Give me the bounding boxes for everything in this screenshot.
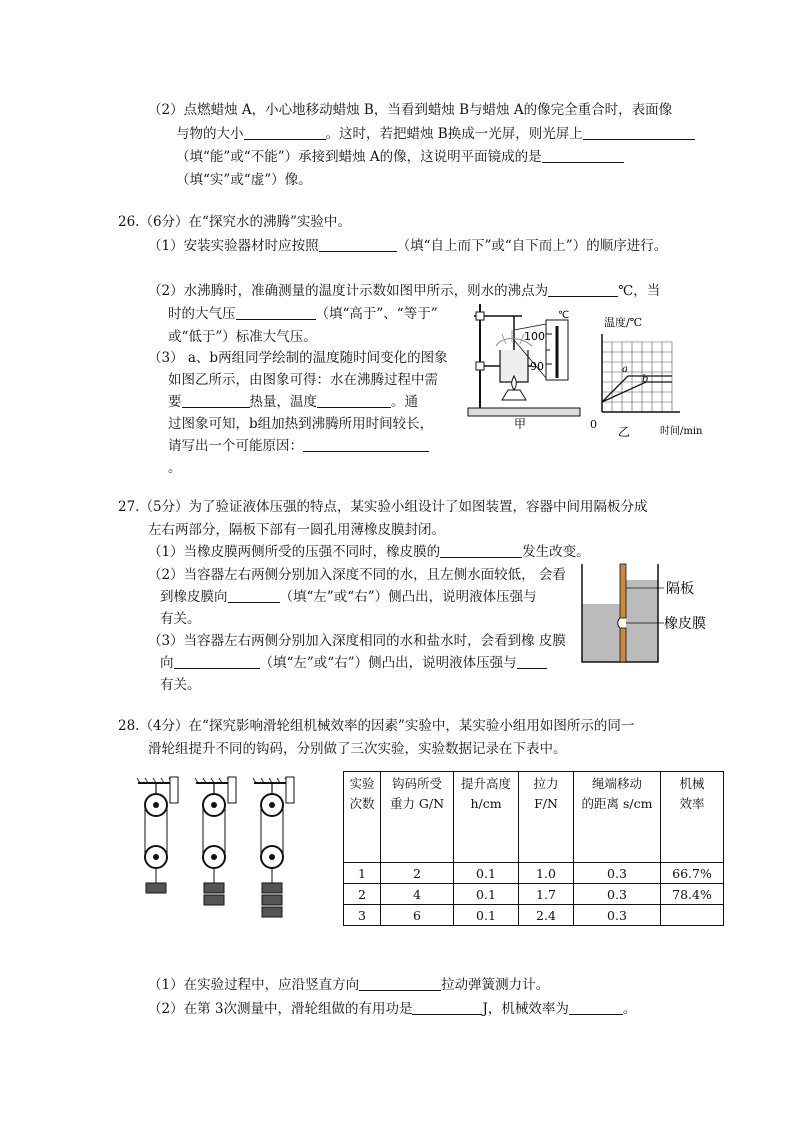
q26-title: 26.（6分）在“探究水的沸腾”实验中。 xyxy=(118,214,351,230)
answer-blank[interactable] xyxy=(244,125,326,140)
q27-p3-line3: 有关。 xyxy=(160,677,201,693)
pulley-setup-2 xyxy=(195,777,236,905)
q25-p2-line3: （填“能”或“不能”）承接到蜡烛 A的像，这说明平面镜成的是 xyxy=(176,148,624,166)
table-cell: 0.3 xyxy=(574,905,661,926)
q26-p2-line2: 时的大气压 （填“高于”、“等于” xyxy=(168,306,438,322)
answer-blank[interactable] xyxy=(569,1000,623,1015)
table-cell: 1.7 xyxy=(519,884,574,905)
figure-yi-label: 乙 xyxy=(618,425,631,439)
pulley-data-table xyxy=(343,771,724,926)
q25-p2-line2: 与物的大小 。这时，若把蜡烛 B换成一光屏，则光屏上 xyxy=(176,125,695,143)
table-cell: 0.3 xyxy=(574,884,661,905)
q26-p3-line3: 要 热量，温度 。通 xyxy=(168,394,418,410)
q27-title-line2: 左右两部分，隔板下部有一圆孔用薄橡皮膜封闭。 xyxy=(148,522,445,538)
table-cell: 2.4 xyxy=(519,905,574,926)
table-row xyxy=(344,884,724,905)
pulley-system-figure xyxy=(134,775,306,923)
table-header-row xyxy=(344,772,724,863)
table-row xyxy=(344,905,724,926)
q26-p3-line1: （3） a、b两组同学绘制的温度随时间变化的图象 xyxy=(148,350,448,366)
answer-blank[interactable] xyxy=(236,305,316,320)
membrane-label: 橡皮膜 xyxy=(664,616,706,632)
answer-blank[interactable] xyxy=(517,654,547,669)
q28-p1: （1）在实验过程中，应沿竖直方向 拉动弹簧测力计。 xyxy=(148,977,550,993)
table-header-cell: 绳端移动 的距离 s/cm xyxy=(574,772,661,863)
table-header-cell: 实验 次数 xyxy=(344,772,381,863)
table-cell: 6 xyxy=(381,905,454,926)
answer-blank[interactable] xyxy=(548,282,618,297)
graph-line-b-label: b xyxy=(642,374,649,385)
table-cell: 78.4% xyxy=(661,884,724,905)
q26-p2-line1: （2）水沸腾时，准确测量的温度计示数如图甲所示，则水的沸点为 ℃，当 xyxy=(148,283,661,299)
q28-title-line1: 28.（4分）在“探究影响滑轮组机械效率的因素”实验中，某实验小组用如图所示的同一 xyxy=(118,718,635,734)
partition-label: 隔板 xyxy=(666,581,694,597)
answer-blank[interactable] xyxy=(359,976,441,991)
table-header-cell: 提升高度 h/cm xyxy=(454,772,519,863)
table-cell: 0.1 xyxy=(454,884,519,905)
table-header-cell: 机械 效率 xyxy=(661,772,724,863)
table-header-cell: 钩码所受 重力 G/N xyxy=(381,772,454,863)
q27-title-line1: 27.（5分）为了验证液体压强的特点，某实验小组设计了如图装置，容器中间用隔板分成 xyxy=(118,499,648,515)
q27-p1: （1）当橡皮膜两侧所受的压强不同时，橡皮膜的 发生改变。 xyxy=(148,544,590,560)
thermometer-unit: ℃ xyxy=(558,310,570,321)
answer-blank[interactable] xyxy=(317,393,391,408)
answer-blank[interactable] xyxy=(440,543,522,558)
table-cell: 1.0 xyxy=(519,863,574,884)
q27-p3-line2: 向 （填“左”或“右”）侧凸出，说明液体压强与 xyxy=(160,654,547,672)
table-cell: 0.1 xyxy=(454,863,519,884)
q25-p2-line1: （2）点燃蜡烛 A，小心地移动蜡烛 B，当看到蜡烛 B与蜡烛 A的像完全重合时，表面像 xyxy=(148,102,673,118)
pressure-container-figure xyxy=(580,562,712,664)
answer-blank[interactable] xyxy=(412,1000,482,1015)
boiling-apparatus-figure xyxy=(462,300,587,430)
q26-p1: （1）安装实验器材时应按照 （填“自上而下”或“自下而上”）的顺序进行。 xyxy=(148,238,668,254)
table-cell: 4 xyxy=(381,884,454,905)
q25-p2-line4: （填“实”或“虚”）像。 xyxy=(176,172,312,188)
table-cell: 0.1 xyxy=(454,905,519,926)
table-cell: 2 xyxy=(381,863,454,884)
graph-line-a-label: a xyxy=(622,364,628,375)
answer-cell-efficiency[interactable] xyxy=(661,905,724,926)
table-cell: 3 xyxy=(344,905,381,926)
graph-y-axis-label: 温度/℃ xyxy=(604,316,643,329)
table-cell: 1 xyxy=(344,863,381,884)
q27-p3-line1: （3）当容器左右两侧分别加入深度相同的水和盐水时，会看到橡 皮膜 xyxy=(148,633,566,649)
temperature-time-graph xyxy=(588,312,713,440)
q28-title-line2: 滑轮组提升不同的钩码，分别做了三次实验，实验数据记录在下表中。 xyxy=(148,741,567,757)
q26-p3-line2: 如图乙所示，由图象可得：水在沸腾过程中需 xyxy=(168,372,438,388)
q27-p2-line3: 有关。 xyxy=(160,611,201,627)
table-row xyxy=(344,863,724,884)
pulley-setup-3 xyxy=(253,777,294,917)
answer-blank[interactable] xyxy=(228,588,280,603)
table-cell: 66.7% xyxy=(661,863,724,884)
pulley-setup-1 xyxy=(137,777,178,893)
table-cell: 0.3 xyxy=(574,863,661,884)
q26-p2-line3: 或“低于”）标准大气压。 xyxy=(168,329,317,345)
graph-x-axis-label: 时间/min xyxy=(660,426,703,437)
figure-jia-label: 甲 xyxy=(514,417,527,430)
q27-p2-line2: 到橡皮膜向 （填“左”或“右”）侧凸出，说明液体压强与 xyxy=(160,589,537,605)
thermometer-100: 100 xyxy=(524,330,545,343)
answer-blank[interactable] xyxy=(583,125,695,140)
answer-blank[interactable] xyxy=(319,237,397,252)
q27-p2-line1: （2）当容器左右两侧分别加入深度不同的水，且左侧水面较低， 会看 xyxy=(148,567,566,583)
graph-line-a xyxy=(602,376,672,402)
answer-blank[interactable] xyxy=(303,437,429,452)
answer-blank[interactable] xyxy=(182,393,250,408)
table-cell: 2 xyxy=(344,884,381,905)
answer-blank[interactable] xyxy=(542,148,624,163)
answer-blank[interactable] xyxy=(174,654,260,669)
graph-origin-label: 0 xyxy=(590,418,597,431)
q26-p3-line6: 。 xyxy=(168,460,182,476)
table-header-cell: 拉力 F/N xyxy=(519,772,574,863)
thermometer-90: 90 xyxy=(530,360,544,373)
q26-p3-line5: 请写出一个可能原因： xyxy=(168,437,429,455)
q26-p3-line4: 过图象可知，b组加热到沸腾所用时间较长， xyxy=(168,416,434,432)
q28-p2: （2）在第 3次测量中，滑轮组做的有用功是 J，机械效率为 。 xyxy=(148,1001,637,1017)
